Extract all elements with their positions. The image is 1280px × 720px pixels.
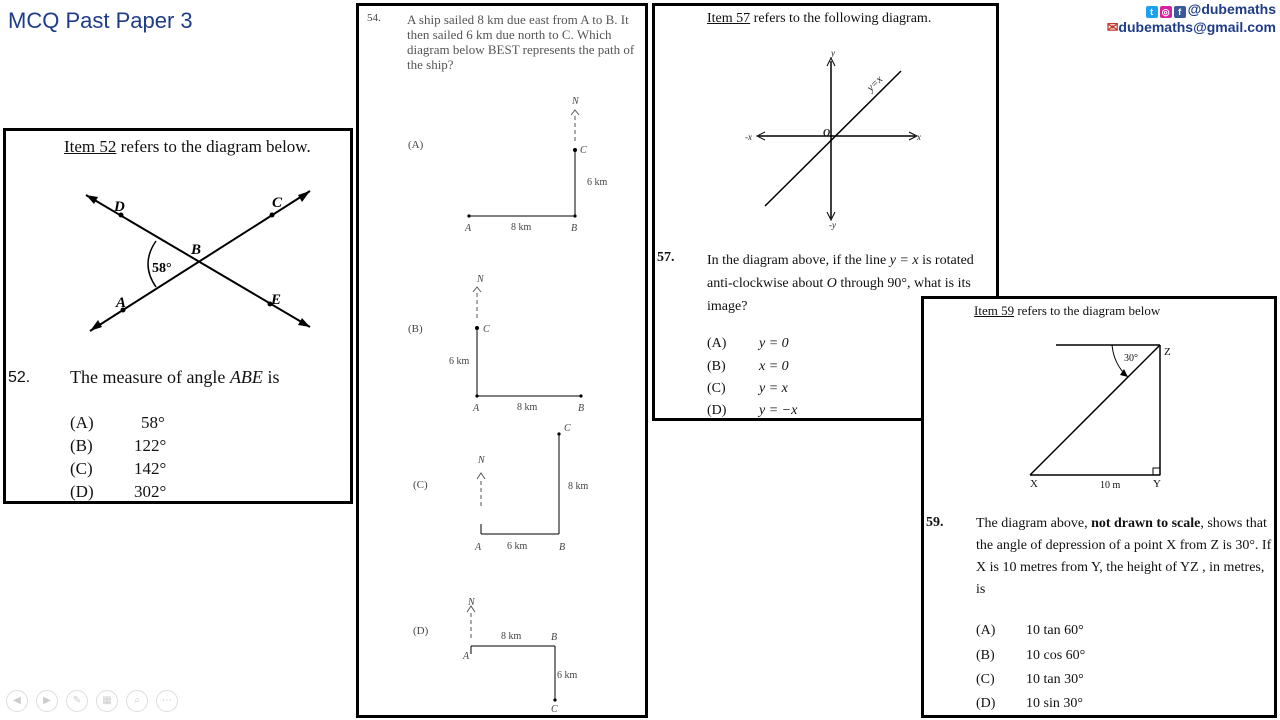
q59-stem-bold: not drawn to scale <box>1091 516 1201 531</box>
q54-b-a: A <box>473 403 480 414</box>
q57-diagram <box>655 6 996 246</box>
q59-label-angle: 30° <box>1124 353 1138 364</box>
q54-c-c: C <box>564 423 571 434</box>
q57-stem-2: is rotated anti-clockwise about <box>707 253 974 291</box>
q57-option-d-key[interactable]: (D) <box>707 403 727 418</box>
q54-c-a: A <box>475 542 482 553</box>
q54-a-6km: 6 km <box>587 177 608 188</box>
q52-option-b-key[interactable]: (B) <box>70 436 93 455</box>
q52-stem-var: ABE <box>229 367 263 387</box>
q57-option-c-value[interactable]: y = x <box>759 381 788 396</box>
brand-email-row <box>1107 18 1276 36</box>
brand-email: dubemaths@gmail.com <box>1118 19 1276 35</box>
q52-option-c-key[interactable]: (C) <box>70 459 93 478</box>
q54-option-c[interactable]: (C) <box>413 479 428 491</box>
slideshow-toolbar <box>6 690 178 712</box>
facebook-icon: f <box>1174 6 1186 18</box>
q57-option-c-key[interactable]: (C) <box>707 381 726 396</box>
zoom-icon[interactable]: ⌕ <box>126 690 148 712</box>
q59-stem-b: , shows that the angle of depression of a point X from Z is 30°. If X is 10 metres from Y, the height of YZ , in metres, is <box>976 516 1272 597</box>
q54-a-c: C <box>580 145 587 156</box>
next-icon[interactable]: ▶ <box>36 690 58 712</box>
q57-axis-nx: -x <box>745 132 752 142</box>
q52-option-c-value[interactable]: 142° <box>134 459 167 478</box>
q54-option-d[interactable]: (D) <box>413 625 429 637</box>
slides-icon[interactable]: ▦ <box>96 690 118 712</box>
q54-diagrams <box>359 6 645 715</box>
q54-b-b: B <box>578 403 585 414</box>
q52-option-d-key[interactable]: (D) <box>70 482 94 501</box>
q57-option-b-value[interactable]: x = 0 <box>759 359 789 374</box>
q54-a-a: A <box>465 223 472 234</box>
q52-header-rest: refers to the diagram below. <box>116 137 311 156</box>
q54-a-b: B <box>571 223 578 234</box>
q57-option-a-value[interactable]: y = 0 <box>759 336 789 351</box>
q57-option-d-value[interactable]: y = −x <box>759 403 798 418</box>
more-icon[interactable]: ⋯ <box>156 690 178 712</box>
q57-axis-x: x <box>917 132 921 142</box>
q59-label-z: Z <box>1164 346 1171 358</box>
prev-icon[interactable]: ◀ <box>6 690 28 712</box>
q59-number: 59. <box>926 515 944 530</box>
brand-social-row <box>1107 0 1276 18</box>
q54-d-a: A <box>463 651 470 662</box>
pen-icon[interactable]: ✎ <box>66 690 88 712</box>
q52-label-angle: 58° <box>152 261 172 276</box>
q57-axis-y: y <box>831 48 835 58</box>
q52-number: 52. <box>8 369 31 386</box>
q54-option-b[interactable]: (B) <box>408 323 423 335</box>
twitter-icon: t <box>1146 6 1158 18</box>
q54-d-8km: 8 km <box>501 631 522 642</box>
q52-label-c: C <box>272 195 283 211</box>
q52-option-d-value[interactable]: 302° <box>134 482 167 501</box>
q54-panel <box>356 3 648 718</box>
q57-option-b-key[interactable]: (B) <box>707 359 726 374</box>
q52-label-d: D <box>114 199 125 215</box>
q59-header-item: Item 59 <box>974 303 1015 318</box>
q52-stem-text: The measure of angle <box>70 367 230 387</box>
q59-stem <box>976 513 1272 601</box>
q54-option-a[interactable]: (A) <box>408 139 424 151</box>
q59-option-a-value[interactable]: 10 tan 60° <box>1026 623 1084 638</box>
brand-block <box>1107 0 1276 36</box>
q57-axis-o: O <box>823 128 831 139</box>
q59-label-base: 10 m <box>1100 480 1121 491</box>
q54-c-6km: 6 km <box>507 541 528 552</box>
q52-label-e: E <box>271 292 282 308</box>
q54-d-6km: 6 km <box>557 670 578 681</box>
q54-a-8km: 8 km <box>511 222 532 233</box>
q57-line-label: y=x <box>864 73 886 95</box>
q54-stem: A ship sailed 8 km due east from A to B. It then sailed 6 km due north to C. Which diagram below BEST represents the path of the ship? <box>407 12 635 72</box>
q59-diagram <box>924 299 1274 499</box>
q59-option-b-value[interactable]: 10 cos 60° <box>1026 648 1086 663</box>
q59-label-x: X <box>1030 478 1038 490</box>
instagram-icon: ◎ <box>1160 6 1172 18</box>
q59-option-b-key[interactable]: (B) <box>976 648 995 663</box>
q57-header-rest: refers to the following diagram. <box>750 11 932 26</box>
q54-b-6km: 6 km <box>449 356 470 367</box>
q54-b-n: N <box>477 274 484 285</box>
q59-header-rest: refers to the diagram below <box>1014 303 1161 318</box>
q54-d-n: N <box>468 597 475 608</box>
q57-axis-ny: -y <box>829 220 836 230</box>
brand-social: @dubemaths <box>1187 1 1276 17</box>
q54-a-n: N <box>572 96 579 107</box>
q57-stem-o: O <box>826 276 837 291</box>
q52-stem-end: is <box>262 367 280 387</box>
q54-c-b: B <box>559 542 566 553</box>
q59-stem-a: The diagram above, <box>976 516 1092 531</box>
q52-header-item: Item 52 <box>64 137 117 156</box>
q59-label-y: Y <box>1153 478 1161 490</box>
q59-option-c-key[interactable]: (C) <box>976 672 995 687</box>
q54-d-b: B <box>551 632 558 643</box>
q54-c-8km: 8 km <box>568 481 589 492</box>
q59-option-c-value[interactable]: 10 tan 30° <box>1026 672 1084 687</box>
q57-stem-1: In the diagram above, if the line <box>707 253 890 268</box>
q57-option-a-key[interactable]: (A) <box>707 336 727 351</box>
slide-title: MCQ Past Paper 3 <box>8 8 193 33</box>
q52-option-a-value[interactable]: 58° <box>141 413 165 432</box>
q52-label-a: A <box>116 295 127 311</box>
q54-b-8km: 8 km <box>517 402 538 413</box>
q52-label-b: B <box>191 242 202 258</box>
q52-option-a-key[interactable]: (A) <box>70 413 94 432</box>
q52-panel <box>3 128 353 504</box>
q59-option-a-key[interactable]: (A) <box>976 623 996 638</box>
q52-option-b-value[interactable]: 122° <box>134 436 167 455</box>
q59-panel <box>921 296 1277 718</box>
mail-icon: ✉ <box>1106 19 1119 35</box>
q57-stem-eq: y = x <box>889 253 919 268</box>
q57-number: 57. <box>657 250 675 265</box>
q59-option-d-key[interactable]: (D) <box>976 696 996 711</box>
q54-number: 54. <box>367 12 381 24</box>
q52-diagram <box>6 131 350 501</box>
q57-stem-3: through 90°, what is its image? <box>707 276 971 314</box>
q57-header-item: Item 57 <box>707 11 751 26</box>
q54-c-n: N <box>478 455 485 466</box>
q54-b-c: C <box>483 324 490 335</box>
q54-d-c: C <box>551 704 558 715</box>
q52-stem <box>70 367 279 388</box>
q59-option-d-value[interactable]: 10 sin 30° <box>1026 696 1083 711</box>
